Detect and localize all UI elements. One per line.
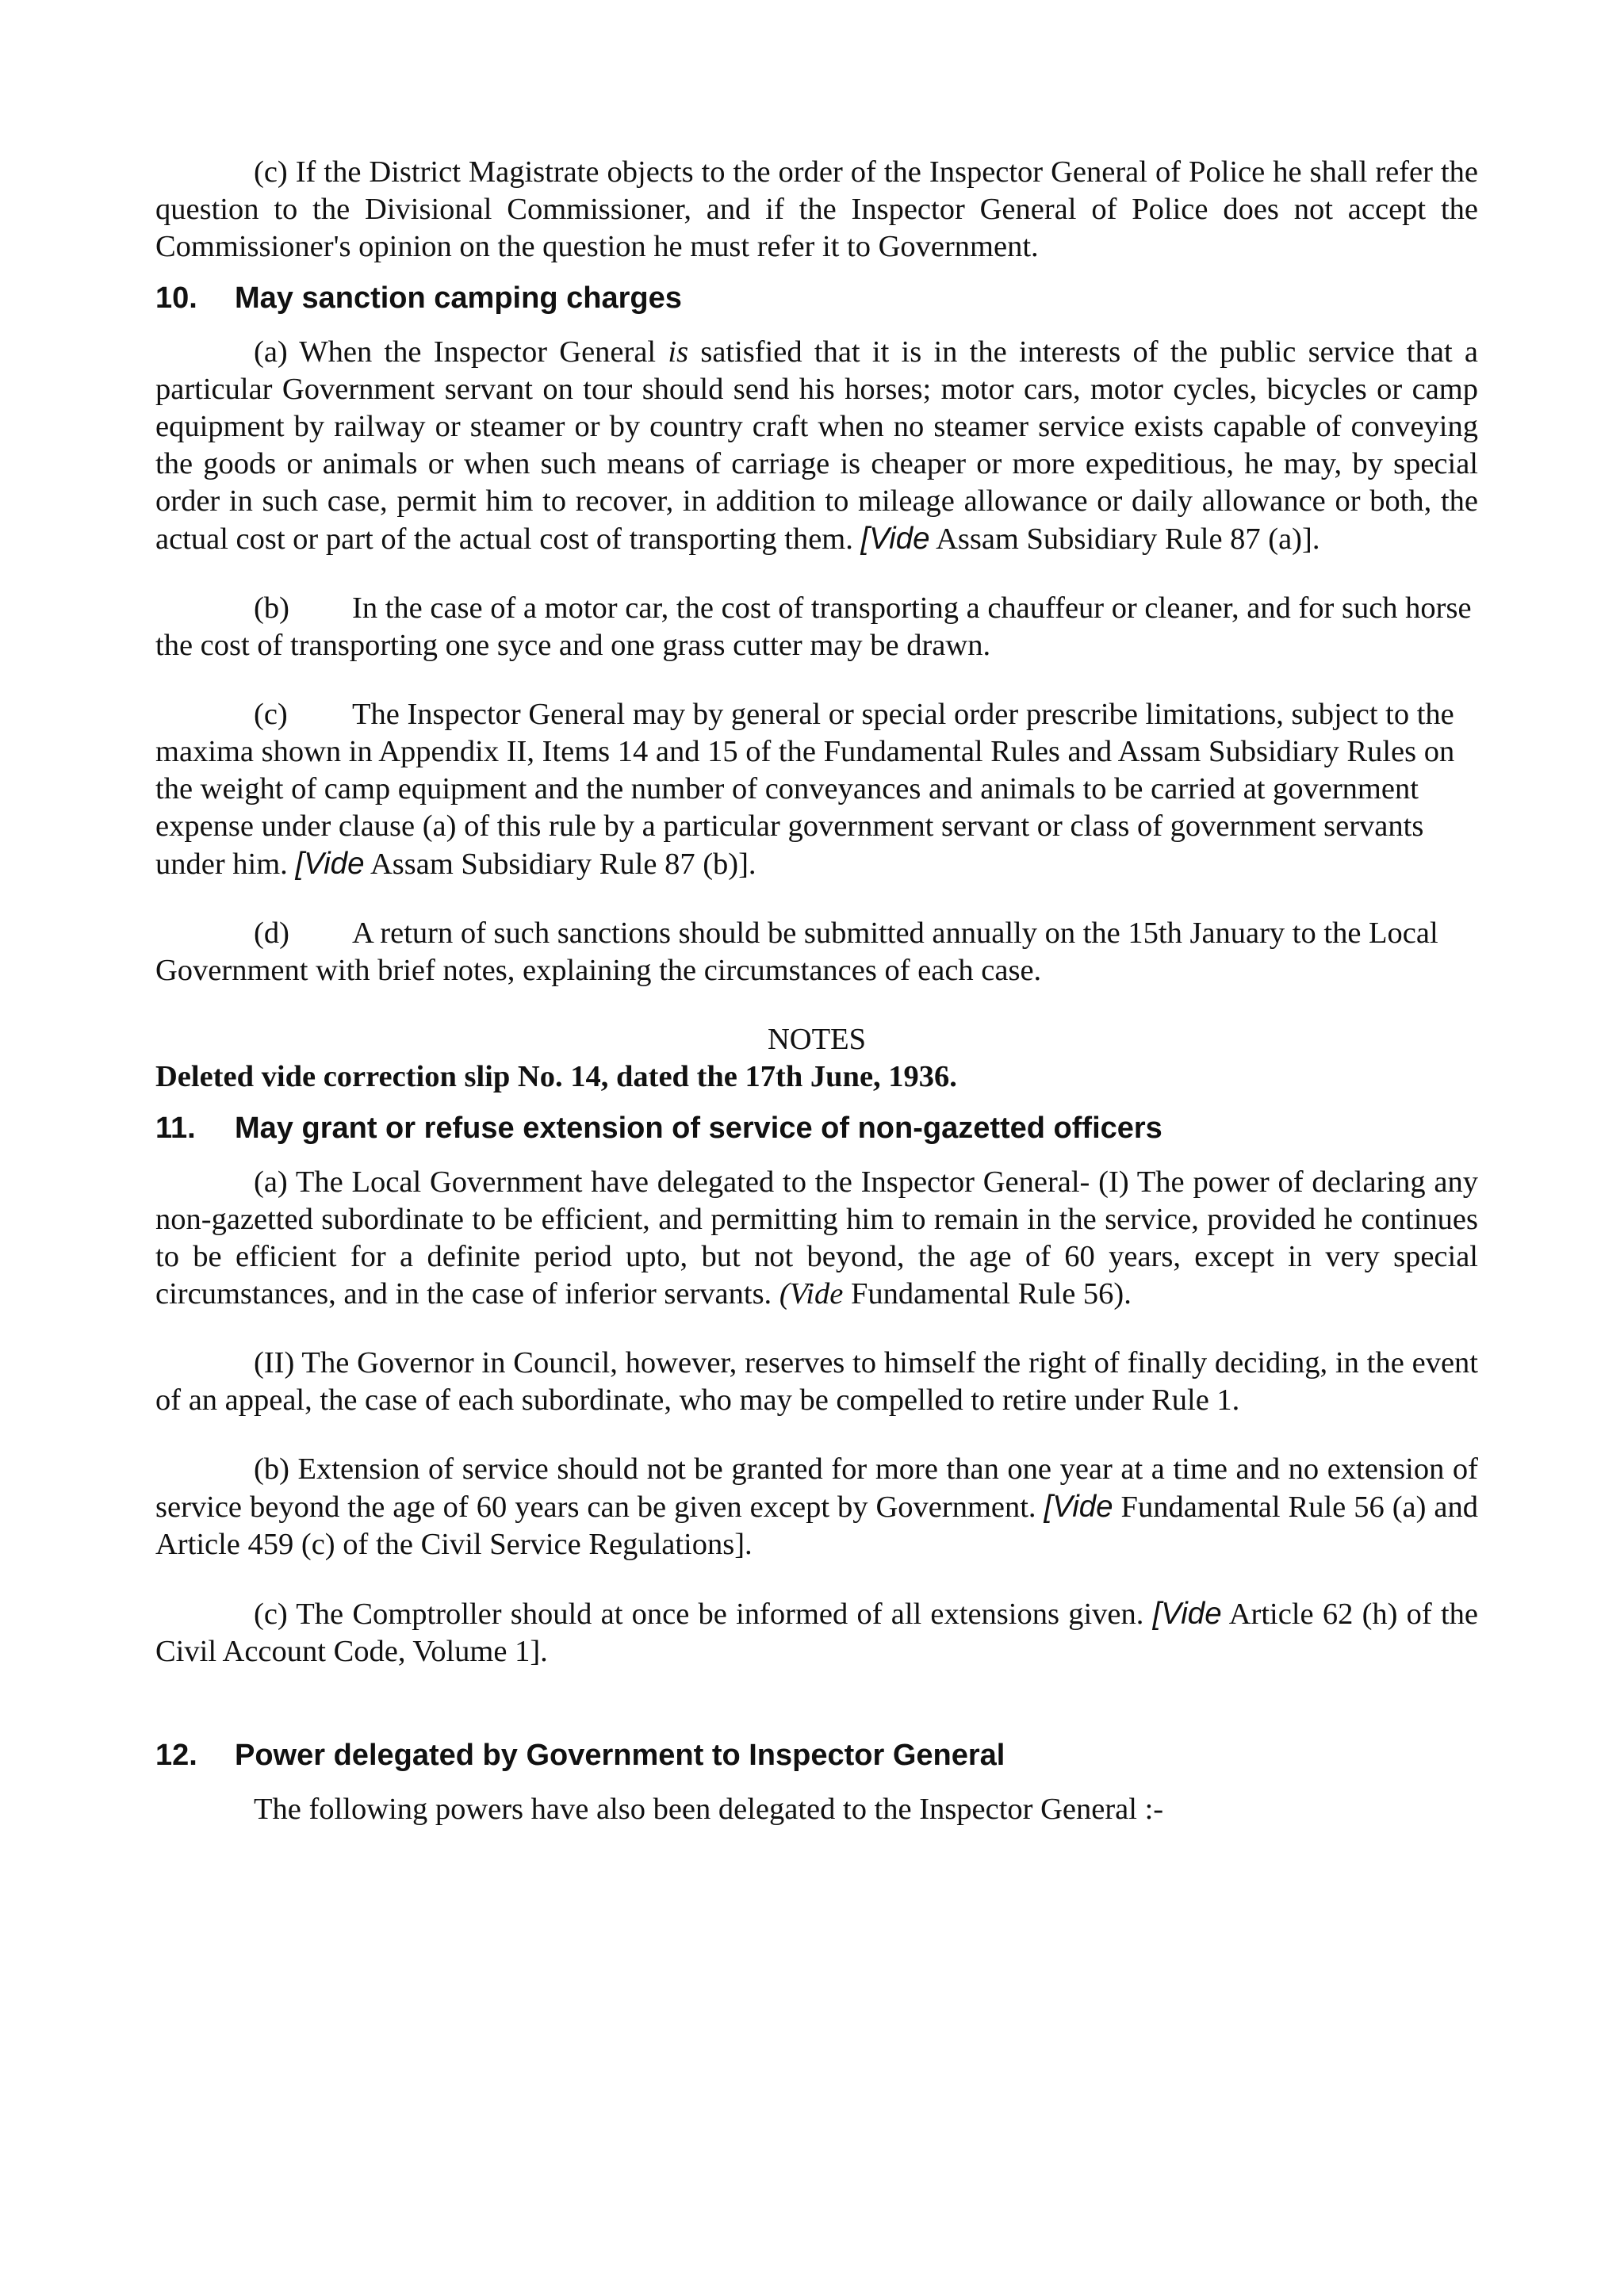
paragraph-10c [155, 696, 1478, 883]
section-title: Power delegated by Government to Inspector General [235, 1739, 1005, 1772]
text-run: (b) Extension of service should not be granted for more than one year at a time and no extension of service beyond the age of 60 years can be given except by Government. [155, 1452, 1478, 1524]
section-number: 10. [155, 281, 197, 315]
emphasis-is: is [668, 335, 689, 369]
text-run: Assam Subsidiary Rule 87 (a)]. [929, 522, 1320, 556]
section-title: May grant or refuse extension of service of non-gazetted officers [235, 1112, 1162, 1145]
paragraph-10d [155, 915, 1478, 989]
text-run: The Inspector General may by general or special order prescribe limitations, subject to the maxima shown in Appendix II, Items 14 and 15 of the Fundamental Rules and Assam Subsidiary Rules on the weight of camp equipment and the number of conveyances and animals to be carried at government expense under clause (a) of this rule by a particular government servant or class of government servants under him. [155, 698, 1455, 881]
text-run: (c) The Comptroller should at once be informed of all extensions given. [254, 1598, 1153, 1631]
section-10-heading [155, 280, 1478, 316]
text-run: (II) The Governor in Council, however, reserves to himself the right of finally deciding, in the event of an appeal, the case of each subordinate, who may be compelled to retire under Rule 1. [155, 1346, 1478, 1417]
text-run: (a) The Local Government have delegated to the Inspector General- (I) The power of declaring any non-gazetted subordinate to be efficient, and permitting him to remain in the service, provided he continues to be efficient for a definite period upto, but not beyond, the age of 60 years, except in very special circumstances, and in the case of inferior servants. [155, 1165, 1478, 1311]
paragraph-10a [155, 334, 1478, 558]
text-run: A return of such sanctions should be submitted annually on the 15th January to the Local Government with brief notes, explaining the circumstances of each case. [155, 916, 1438, 987]
clause-label: (b) [254, 591, 289, 625]
section-number: 11. [155, 1112, 196, 1145]
paragraph-intro-c [155, 154, 1478, 266]
notes-title: NOTES [767, 1023, 867, 1056]
paragraph-11a [155, 1164, 1478, 1313]
vide-reference: [Vide [1152, 1597, 1222, 1631]
paragraph-10b [155, 590, 1478, 664]
text-run: In the case of a motor car, the cost of transporting a chauffeur or cleaner, and for such horse the cost of transporting one syce and one grass cutter may be drawn. [155, 591, 1472, 662]
text-run: satisfied that it is in the interests of the public service that a particular Government servant on tour should send his horses; motor cars, motor cycles, bicycles or camp equipment by railway or steamer or by country craft when no steamer service exists capable of conveying the goods or animals or when such means of carriage is cheaper or more expeditious, he may, by special order in such case, permit him to recover, in addition to mileage allowance or daily allowance or both, the actual cost or part of the actual cost of transporting them. [155, 335, 1479, 556]
text-run: Assam Subsidiary Rule 87 (b)]. [364, 848, 756, 881]
clause-label: (d) [254, 916, 289, 950]
section-11-heading [155, 1110, 1478, 1146]
text-run: Fundamental Rule 56 (a) and Article 459 (c) of the Civil Service Regulations]. [155, 1490, 1478, 1561]
vide-reference: (Vide [779, 1277, 844, 1311]
vide-reference: [Vide [860, 522, 930, 556]
text-run: Article 62 (h) of the Civil Account Code, Volume 1]. [155, 1598, 1479, 1668]
section-title: May sanction camping charges [235, 281, 682, 315]
text-run: (a) When the Inspector General [254, 335, 668, 369]
vide-reference: [Vide [295, 847, 365, 881]
notes-body: Deleted vide correction slip No. 14, dated the 17th June, 1936. [155, 1060, 957, 1093]
vide-reference: [Vide [1044, 1490, 1113, 1524]
paragraph-11b [155, 1451, 1478, 1563]
text-run: The following powers have also been delegated to the Inspector General :- [254, 1793, 1164, 1826]
paragraph-11a-ii [155, 1345, 1478, 1419]
paragraph-text: (c) If the District Magistrate objects to the order of the Inspector General of Police he shall refer the question to the Divisional Commissioner, and if the Inspector General of Police does not accept the Commissioner's opinion on the question he must refer it to Government. [155, 155, 1478, 263]
text-run: Fundamental Rule 56). [843, 1277, 1132, 1311]
section-12-heading [155, 1737, 1478, 1774]
paragraph-12-intro [155, 1791, 1478, 1828]
paragraph-11c [155, 1595, 1478, 1670]
clause-label: (c) [254, 698, 288, 731]
section-number: 12. [155, 1739, 197, 1772]
document-page [155, 154, 1478, 1828]
